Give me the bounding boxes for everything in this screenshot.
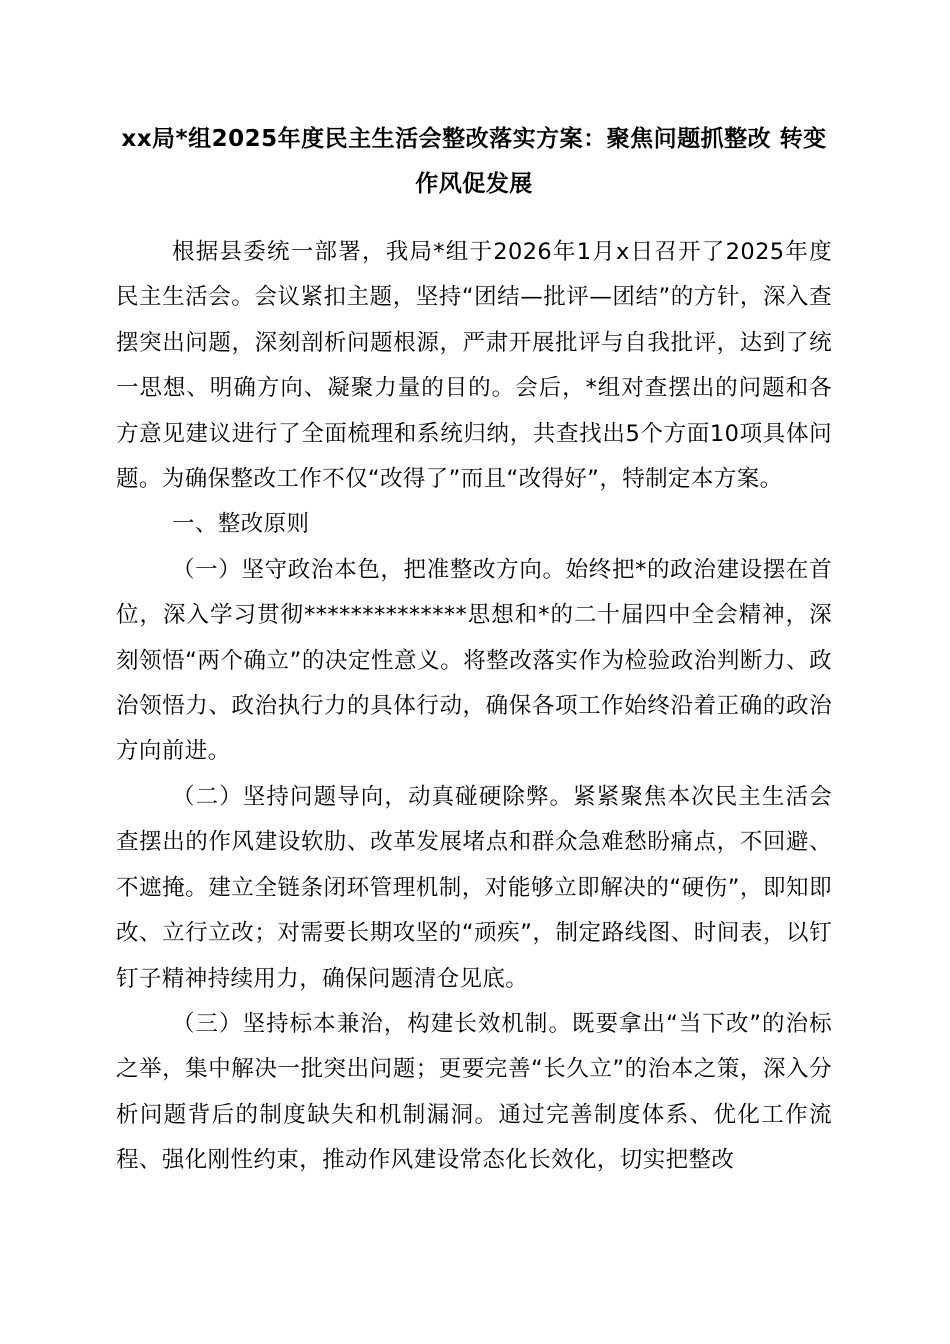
paragraph-principle-1: （一）坚守政治本色，把准整改方向。始终把*的政治建设摆在首位，深入学习贯彻**************思想和*的二十届四中全会精神，深刻领悟“两个确立”的决定性意义。将整改落实作为检验政治判断力、政治领悟力、政治执行力的具体行动，确保各项工作始终沿着正确的政治方向前进。 [116,556,832,765]
paragraph-principle-2: （二）坚持问题导向，动真碰硬除弊。紧紧聚焦本次民主生活会查摆出的作风建设软肋、改革发展堵点和群众急难愁盼痛点，不回避、不遮掩。建立全链条闭环管理机制，对能够立即解决的“硬伤”，即知即改、立行立改；对需要长期攻坚的“顽疾”，制定路线图、时间表，以钉钉子精神持续用力，确保问题清仓见底。 [116,783,832,992]
document-title: xx局*组2025年度民主生活会整改落实方案：聚焦问题抓整改 转变作风促发展 [121,126,827,197]
document-body [116,230,832,1184]
section-heading-principles: 一、整改原则 [172,511,310,538]
paragraph-principle-3: （三）坚持标本兼治，构建长效机制。既要拿出“当下改”的治标之举，集中解决一批突出问题；更要完善“长久立”的治本之策，深入分析问题背后的制度缺失和机制漏洞。通过完善制度体系、优化工作流程、强化刚性约束，推动作风建设常态化长效化，切实把整改 [116,1010,832,1174]
paragraph-intro: 根据县委统一部署，我局*组于2026年1月x日召开了2025年度民主生活会。会议紧扣主题，坚持“团结—批评—团结”的方针，深入查摆突出问题，深刻剖析问题根源，严肃开展批评与自我批评，达到了统一思想、明确方向、凝聚力量的目的。会后，*组对查摆出的问题和各方意见建议进行了全面梳理和系统归纳，共查找出5个方面10项具体问题。为确保整改工作不仅“改得了”而且“改得好”，特制定本方案。 [116,239,832,493]
